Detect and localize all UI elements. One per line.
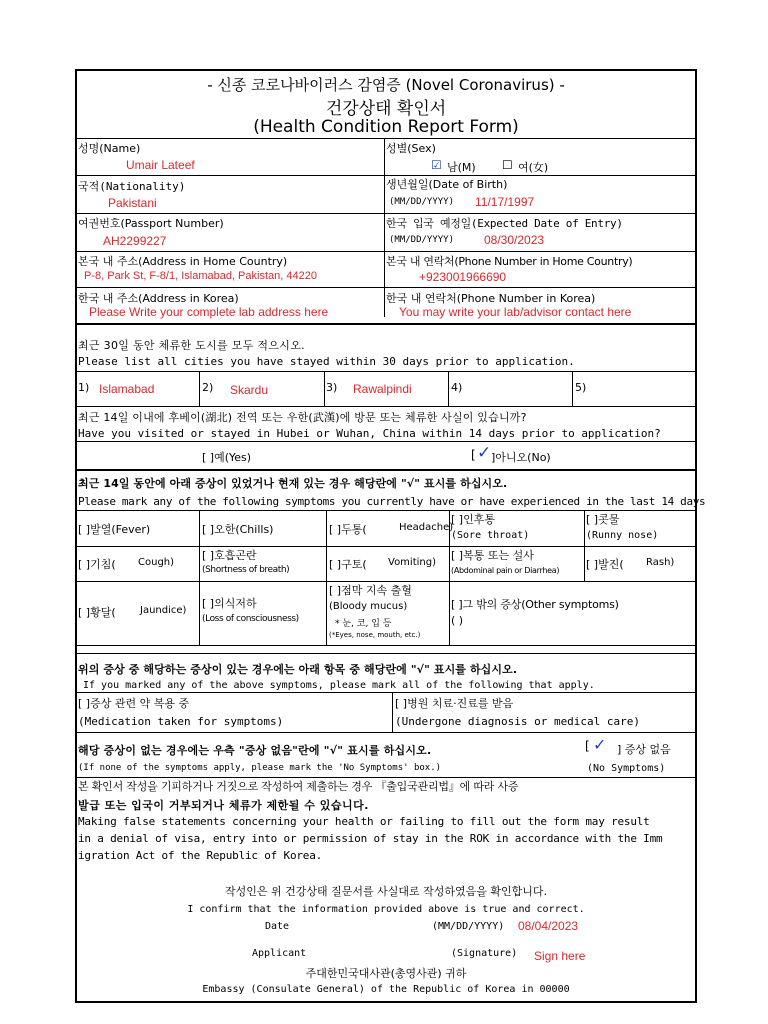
- symptom-loss-consciousness[interactable]: [ ]의식저하: [202, 597, 257, 610]
- signature-label: (Signature): [451, 948, 518, 959]
- symptoms-question-en: Please mark any of the following symptoms you currently have or have experienced in the last 14 days: [78, 495, 706, 508]
- dob-format: (MM/DD/YYYY): [389, 197, 455, 207]
- symptom-sore-throat-en: (Sore throat): [451, 530, 530, 541]
- symptom-rash-box[interactable]: [ ]발진(: [586, 558, 624, 571]
- sex-female-checkbox[interactable]: ☐: [502, 158, 513, 172]
- name-label: 성명(Name): [78, 142, 141, 155]
- symptom-cough-box[interactable]: [ ]기침(: [78, 558, 116, 571]
- hubei-yes-option[interactable]: [ ]예(Yes): [202, 451, 252, 464]
- warning-en-line2: in a denial of visa, entry into or permission of stay in the ROK in accordance with the Imm: [78, 832, 663, 845]
- signature-value[interactable]: Sign here: [534, 949, 586, 963]
- city-2-num: 2): [202, 381, 214, 394]
- hubei-question-en: Have you visited or stayed in Hubei or Wuhan, China within 14 days prior to application?: [78, 427, 661, 440]
- followup-question-en: If you marked any of the above symptoms, please mark all of the following that apply.: [83, 680, 595, 691]
- city-1-num: 1): [78, 381, 90, 394]
- hubei-no-check[interactable]: ✓: [477, 443, 492, 463]
- home-phone-label: 본국 내 연락처(Phone Number in Home Country): [386, 255, 633, 268]
- nosymptoms-label-ko: ] 증상 없음: [617, 743, 671, 756]
- health-condition-form: [75, 69, 706, 1003]
- form-title-line2: 건강상태 확인서: [325, 99, 447, 119]
- city-5-num: 5): [575, 381, 587, 394]
- confirm-ko: 작성인은 위 건강상태 질문서를 사실대로 작성하였음을 확인합니다.: [224, 885, 547, 898]
- city-3-value[interactable]: Rawalpindi: [353, 382, 412, 396]
- korea-address-value[interactable]: Please Write your complete lab address here: [89, 305, 329, 319]
- passport-label: 여권번호(Passport Number): [78, 217, 224, 230]
- warning-ko-line2: 발급 또는 입국이 거부되거나 체류가 제한될 수 있습니다.: [78, 799, 369, 812]
- symptom-vomit-box[interactable]: [ ]구토(: [329, 558, 367, 571]
- form-title-line1: - 신종 코로나바이러스 감염증 (Novel Coronavirus) -: [207, 76, 565, 94]
- date-format: (MM/DD/YYYY): [432, 921, 505, 932]
- symptom-runny-nose[interactable]: [ ]콧물: [586, 513, 620, 526]
- city-2-value[interactable]: Skardu: [230, 383, 269, 397]
- city-1-value[interactable]: Islamabad: [99, 382, 155, 396]
- warning-ko-line1: 본 확인서 작성을 기피하거나 거짓으로 작성하여 제출하는 경우 『출입국관리법』에 따라 사증: [78, 780, 519, 793]
- embassy-ko: 주대한민국대사관(총영사관) 귀하: [305, 967, 467, 980]
- passport-value[interactable]: AH2299227: [103, 234, 167, 248]
- symptom-abdominal-en: (Abdominal pain or Diarrhea): [451, 566, 560, 575]
- city-4-num: 4): [451, 381, 463, 394]
- sex-male-checkbox[interactable]: ☑: [431, 158, 442, 172]
- hubei-question-ko: 최근 14일 이내에 후베이(湖北) 전역 또는 우한(武漢)에 방문 또는 체류한 사실이 있습니까?: [78, 411, 527, 424]
- symptom-runny-nose-en: (Runny nose): [586, 530, 659, 541]
- nosymptoms-question-en: (If none of the symptoms apply, please mark the 'No Symptoms' box.): [78, 763, 442, 773]
- followup-diagnosis[interactable]: [ ]병원 치료·진료를 받음: [395, 697, 514, 710]
- confirm-en: I confirm that the information provided above is true and correct.: [187, 904, 585, 915]
- hubei-no-bracket: [: [471, 448, 476, 462]
- nationality-value[interactable]: Pakistani: [108, 196, 157, 210]
- symptom-bloody-sub-en: (*Eyes, nose, mouth, etc.): [329, 631, 421, 639]
- nosymptoms-label-en: (No Symptoms): [587, 763, 666, 774]
- nosymptoms-bracket: [: [585, 739, 590, 753]
- korea-phone-value[interactable]: You may write your lab/advisor contact here: [399, 305, 632, 319]
- followup-medication-en: (Medication taken for symptoms): [78, 715, 284, 728]
- embassy-en: Embassy (Consulate General) of the Republic of Korea in 00000: [202, 984, 570, 995]
- symptom-chills[interactable]: [ ]오한(Chills): [202, 523, 274, 536]
- entry-date-format: (MM/DD/YYYY): [389, 235, 455, 245]
- entry-date-value[interactable]: 08/30/2023: [484, 233, 545, 247]
- symptom-breath[interactable]: [ ]호흡곤란: [202, 549, 257, 562]
- symptom-other-field[interactable]: ( ): [451, 614, 464, 627]
- korea-phone-label: 한국 내 연락처(Phone Number in Korea): [386, 292, 596, 305]
- hubei-no-label: ]아니오(No): [491, 451, 551, 464]
- date-value[interactable]: 08/04/2023: [518, 919, 579, 933]
- cities-question-en: Please list all cities you have stayed within 30 days prior to application.: [78, 355, 575, 368]
- home-phone-value[interactable]: +923001966690: [419, 270, 507, 284]
- symptoms-question-ko: 최근 14일 동안에 아래 증상이 있었거나 현재 있는 경우 해당란에 "√" 표시를 하십시오.: [78, 477, 508, 490]
- symptom-bloody-mucus-en: (Bloody mucus): [329, 601, 408, 612]
- dob-label: 생년월일(Date of Birth): [386, 178, 508, 191]
- sex-label: 성별(Sex): [386, 142, 436, 155]
- followup-diagnosis-en: (Undergone diagnosis or medical care): [395, 715, 641, 728]
- city-3-num: 3): [326, 381, 338, 394]
- entry-date-label: 한국 입국 예정일(Expected Date of Entry): [386, 217, 623, 230]
- followup-question-ko: 위의 증상 중 해당하는 증상이 있는 경우에는 아래 항목 중 해당란에 "√" 표시를 하십시오.: [78, 663, 518, 676]
- name-value[interactable]: Umair Lateef: [126, 158, 195, 172]
- symptom-breath-en: (Shortness of breath): [202, 565, 290, 575]
- warning-en-line1: Making false statements concerning your health or failing to fill out the form may result: [78, 815, 650, 828]
- warning-en-line3: igration Act of the Republic of Korea.: [78, 849, 323, 862]
- date-label: Date: [265, 921, 290, 932]
- symptom-loss-consciousness-en: (Loss of consciousness): [202, 614, 299, 624]
- sex-male-label: 남(M): [447, 161, 476, 174]
- sex-female-label: 여(女): [518, 161, 549, 174]
- dob-value[interactable]: 11/17/1997: [475, 195, 535, 209]
- symptom-fever[interactable]: [ ]발열(Fever): [78, 523, 151, 536]
- applicant-label: Applicant: [252, 948, 307, 959]
- nationality-label: 국적(Nationality): [78, 180, 186, 193]
- symptom-bloody-sub: * 눈, 코, 입 등: [335, 619, 392, 629]
- symptom-vomit-en: Vomiting): [388, 557, 436, 568]
- symptom-abdominal[interactable]: [ ]복통 또는 설사: [451, 549, 534, 562]
- symptom-rash-en: Rash): [646, 557, 675, 568]
- symptom-cough-en: Cough): [138, 557, 175, 568]
- nosymptoms-question-ko: 해당 증상이 없는 경우에는 우측 "증상 없음"란에 "√" 표시를 하십시오.: [78, 744, 432, 757]
- followup-medication[interactable]: [ ]증상 관련 약 복용 중: [78, 697, 190, 710]
- home-address-label: 본국 내 주소(Address in Home Country): [78, 255, 288, 268]
- symptom-headache-en: Headache): [399, 522, 454, 533]
- cities-question-ko: 최근 30일 동안 체류한 도시를 모두 적으시오.: [78, 339, 305, 352]
- symptom-sore-throat[interactable]: [ ]인후통: [451, 513, 495, 526]
- symptom-other[interactable]: [ ]그 밖의 증상(Other symptoms): [451, 598, 619, 611]
- nosymptoms-check[interactable]: ✓: [593, 735, 607, 754]
- symptom-bloody-mucus[interactable]: [ ]점막 지속 출혈: [329, 584, 412, 597]
- form-title-line3: (Health Condition Report Form): [253, 117, 519, 137]
- home-address-value[interactable]: P-8, Park St, F-8/1, Islamabad, Pakistan, 44220: [84, 270, 317, 282]
- korea-address-label: 한국 내 주소(Address in Korea): [78, 292, 239, 305]
- symptom-jaundice-en: Jaundice): [140, 605, 187, 616]
- symptom-headache-box[interactable]: [ ]두통(: [329, 523, 367, 536]
- symptom-jaundice-box[interactable]: [ ]황달(: [78, 606, 116, 619]
